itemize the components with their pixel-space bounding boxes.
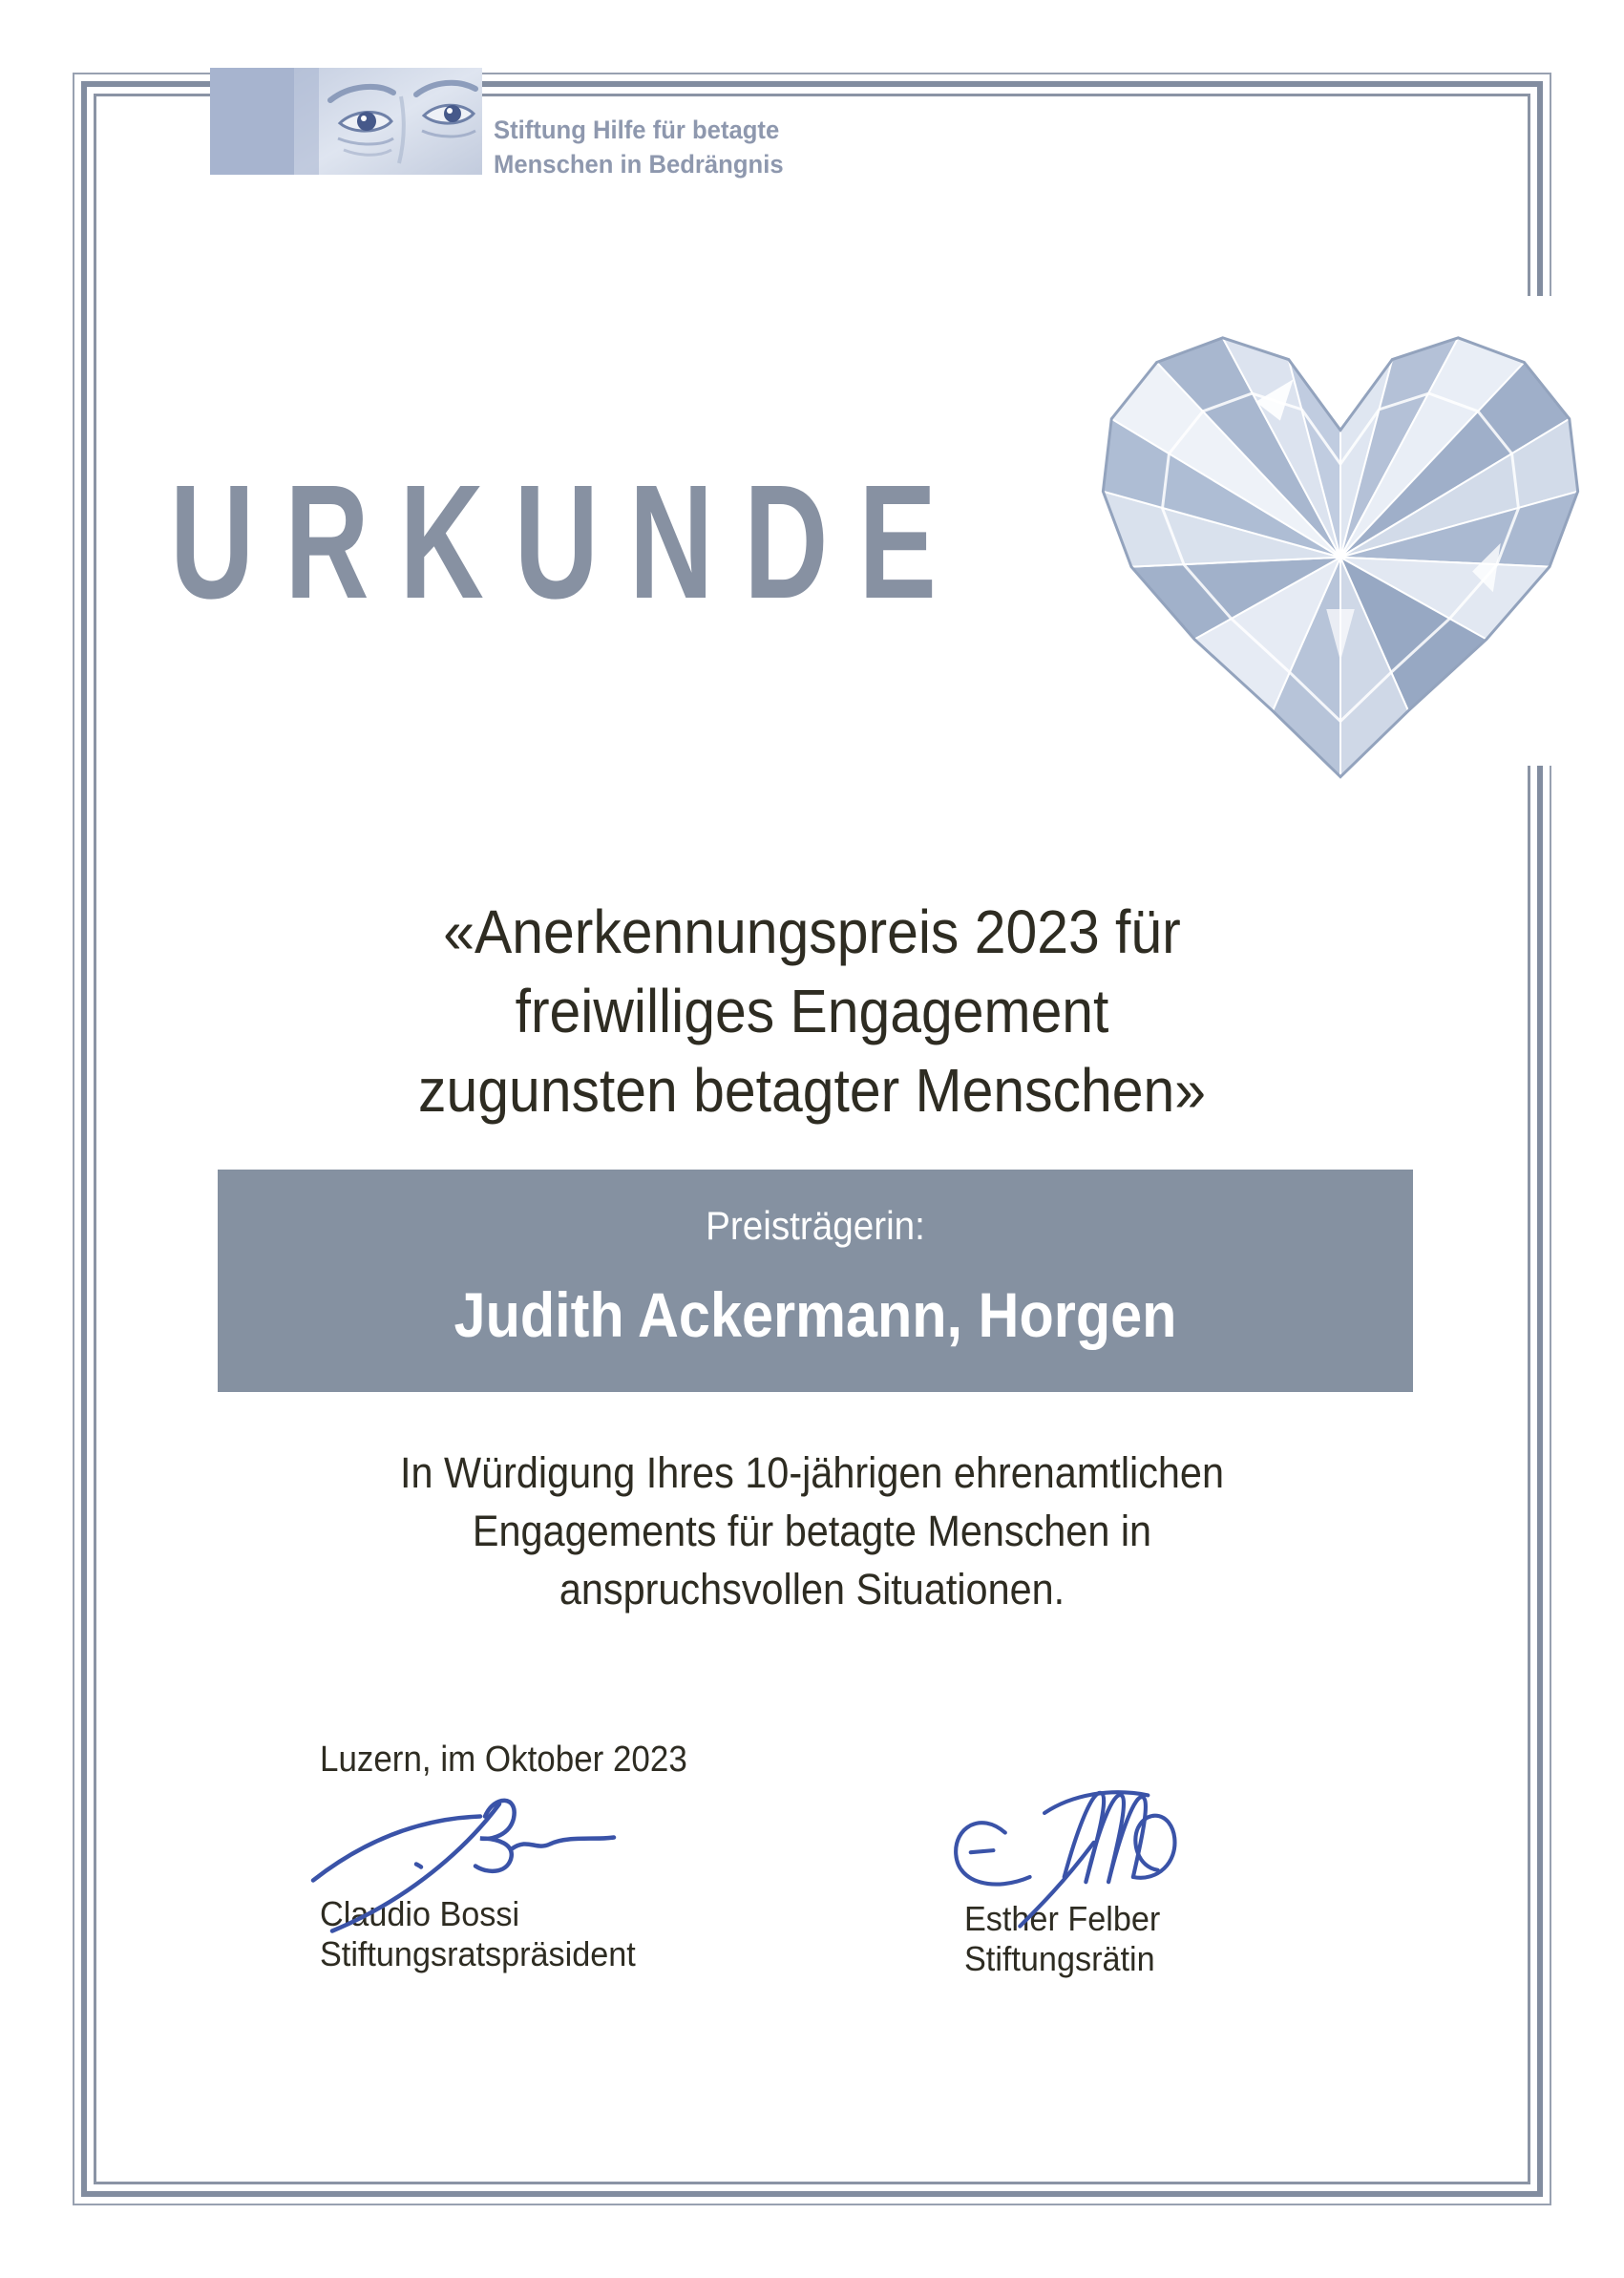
diamond-heart-icon bbox=[1058, 285, 1623, 792]
recipient-label: Preisträgerin: bbox=[706, 1203, 925, 1248]
signer-left-name: Claudio Bossi bbox=[320, 1894, 520, 1933]
page-title: URKUNDE bbox=[170, 452, 967, 633]
signature-left-ink bbox=[304, 1787, 623, 1940]
recipient-banner bbox=[218, 1170, 1413, 1392]
citation-line1: In Würdigung Ihres 10-jährigen ehrenamtlichen bbox=[399, 1448, 1224, 1497]
award-line3: zugunsten betagter Menschen» bbox=[418, 1056, 1206, 1125]
org-name-line2: Menschen in Bedrängnis bbox=[494, 150, 784, 179]
elderly-eyes-photo-icon bbox=[294, 68, 482, 175]
recipient-name: Judith Ackermann, Horgen bbox=[453, 1279, 1177, 1350]
place-date: Luzern, im Oktober 2023 bbox=[320, 1740, 687, 1780]
citation-line3: anspruchsvollen Situationen. bbox=[559, 1565, 1065, 1614]
award-line2: freiwilliges Engagement bbox=[515, 977, 1109, 1045]
award-line1: «Anerkennungspreis 2023 für bbox=[443, 897, 1181, 966]
signer-left-role: Stiftungsratspräsident bbox=[320, 1934, 636, 1973]
org-name bbox=[494, 113, 784, 181]
org-name-line1: Stiftung Hilfe für betagte bbox=[494, 116, 780, 144]
signer-right-name: Esther Felber bbox=[964, 1899, 1161, 1938]
citation bbox=[65, 1444, 1559, 1618]
logo-square bbox=[210, 68, 294, 175]
signature-right-ink bbox=[945, 1783, 1203, 1941]
award-statement bbox=[65, 893, 1559, 1130]
signer-right-role: Stiftungsrätin bbox=[964, 1939, 1155, 1978]
citation-line2: Engagements für betagte Menschen in bbox=[472, 1507, 1152, 1555]
